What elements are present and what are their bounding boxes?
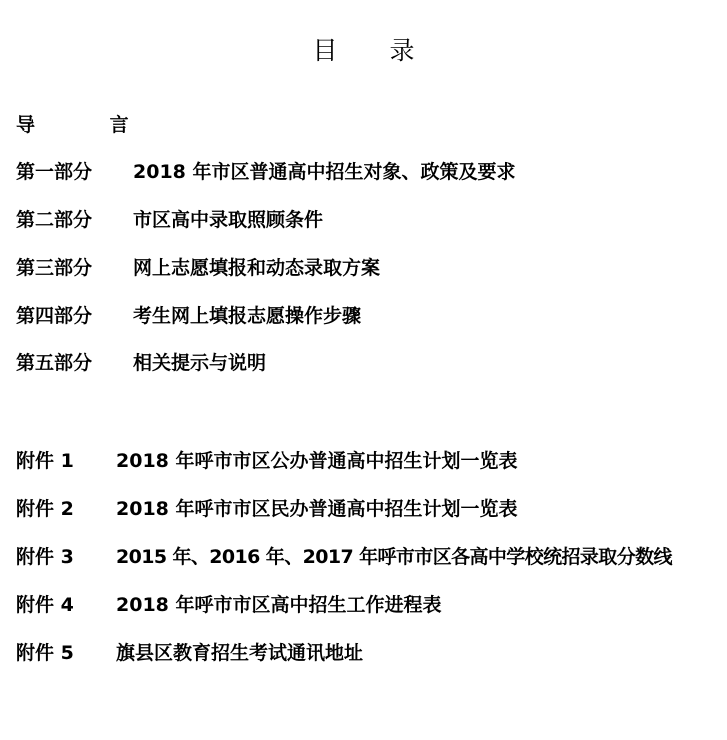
section-label: 第四部分: [16, 305, 93, 327]
section-label: 第五部分: [16, 352, 93, 374]
toc-title: 目 录: [312, 36, 437, 65]
appendix-label: 附件 3: [16, 546, 74, 568]
appendix-label: 附件 1: [16, 450, 74, 472]
section-text: 市区高中录取照顾条件: [133, 209, 324, 231]
appendix-label: 附件 5: [16, 642, 74, 664]
appendix-text: 2018 年呼市市区民办普通高中招生计划一览表: [116, 498, 518, 520]
section-label: 第二部分: [16, 209, 93, 231]
appendix-text: 2015 年、2016 年、2017 年呼市市区各高中学校统招录取分数线: [116, 546, 672, 568]
section-text: 相关提示与说明: [133, 352, 267, 374]
section-text: 2018 年市区普通高中招生对象、政策及要求: [133, 161, 516, 183]
appendix-text: 2018 年呼市市区高中招生工作进程表: [116, 594, 442, 616]
appendix-text: 2018 年呼市市区公办普通高中招生计划一览表: [116, 450, 518, 472]
appendix-text: 旗县区教育招生考试通讯地址: [116, 642, 364, 664]
section-label: 第三部分: [16, 257, 93, 279]
preface-label: 导 言: [16, 114, 163, 136]
appendix-label: 附件 4: [16, 594, 74, 616]
section-label: 第一部分: [16, 161, 93, 183]
section-text: 考生网上填报志愿操作步骤: [133, 305, 362, 327]
section-text: 网上志愿填报和动态录取方案: [133, 257, 381, 279]
appendix-label: 附件 2: [16, 498, 74, 520]
